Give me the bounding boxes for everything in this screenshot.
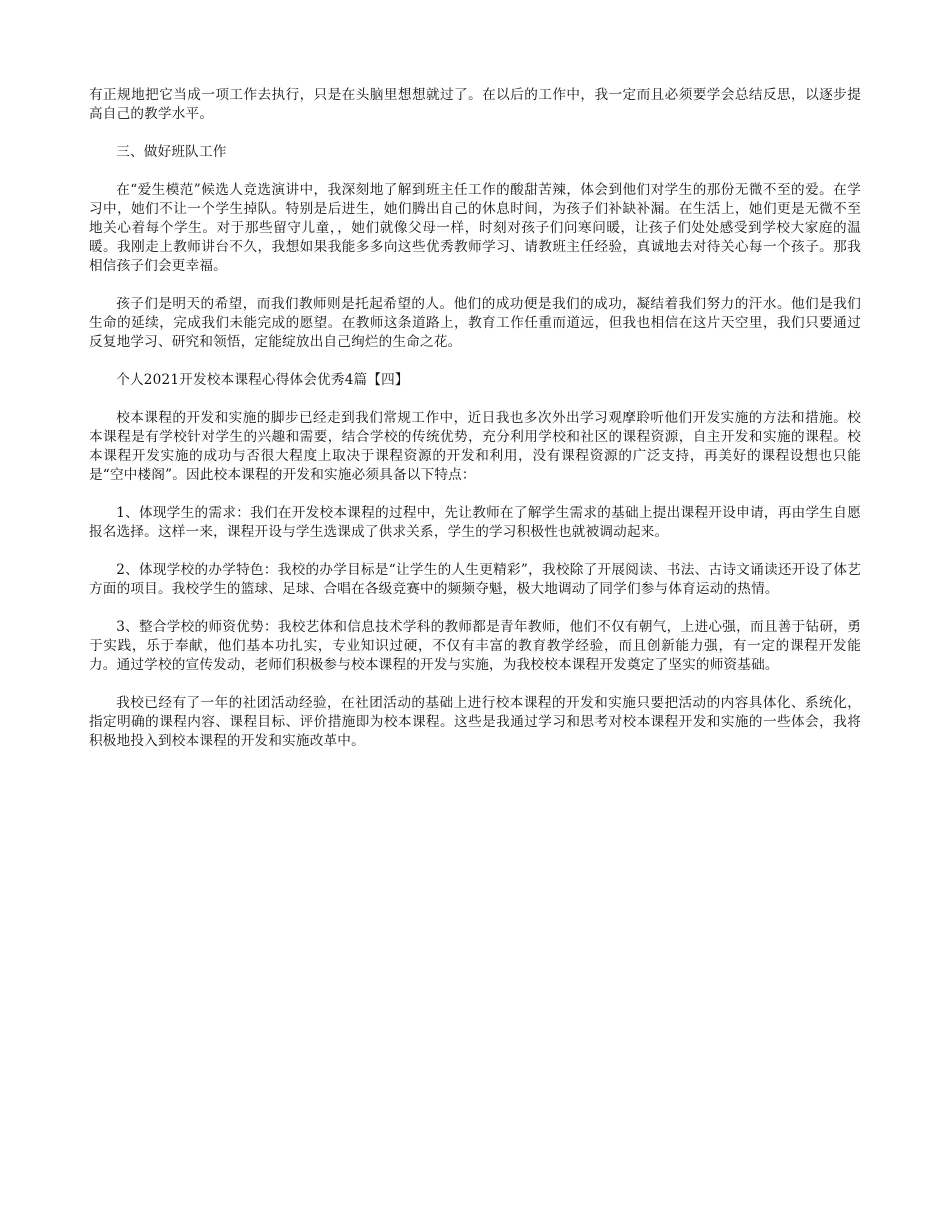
paragraph-point-teacher-strength: 3、整合学校的师资优势：我校艺体和信息技术学科的教师都是青年教师，他们不仅有朝气，上进心强，而且善于钻研，勇于实践，乐于奉献，他们基本功扎实，专业知识过硬，不仅有丰富的教育教学经验，而且创新能力强，有一定的课程开发能力。通过学校的宣传发动，老师们积极参与校本课程的开发与实施，为我校校本课程开发奠定了坚实的师资基础。	[89, 619, 861, 673]
paragraph-model-teachers: 在“爱生模范”候选人竞选演讲中，我深刻地了解到班主任工作的酸甜苦辣，体会到他们对学生的那份无微不至的爱。在学习中，她们不让一个学生掉队。特别是后进生，她们腾出自己的休息时间，为孩子们补缺补漏。在生活上，她们更是无微不至地关心着每个学生。对于那些留守儿童，，她们就像父母一样，时刻对孩子们问寒问暖，让孩子们处处感受到学校大家庭的温暖。我刚走上教师讲台不久，我想如果我能多多向这些优秀教师学习、请教班主任经验，真诚地去对待关心每一个孩子。那我相信孩子们会更幸福。	[89, 182, 861, 274]
section-heading-class-team-work: 三、做好班队工作	[116, 144, 227, 160]
paragraph-children-hope: 孩子们是明天的希望，而我们教师则是托起希望的人。他们的成功便是我们的成功，凝结着我们努力的汗水。他们是我们生命的延续，完成我们未能完成的愿望。在教师这条道路上，教育工作任重而道远，但我也相信在这片天空里，我们只要通过反复地学习、研究和领悟，定能绽放出自己绚烂的生命之花。	[89, 296, 861, 350]
paragraph-point-student-needs: 1、体现学生的需求：我们在开发校本课程的过程中，先让教师在了解学生需求的基础上提出课程开设申请，再由学生自愿报名选择。这样一来，课程开设与学生选课成了供求关系，学生的学习积极性也就被调动起来。	[89, 505, 861, 540]
paragraph-school-curriculum-intro: 校本课程的开发和实施的脚步已经走到我们常规工作中，近日我也多次外出学习观摩聆听他们开发实施的方法和措施。校本课程是有学校针对学生的兴趣和需要，结合学校的传统优势，充分利用学校和社区的课程资源，自主开发和实施的课程。校本课程开发实施的成功与否很大程度上取决于课程资源的开发和利用，没有课程资源的广泛支持，再美好的课程设想也只能是“空中楼阁”。因此校本课程的开发和实施必须具备以下特点：	[89, 410, 861, 483]
paragraph-point-school-features: 2、体现学校的办学特色：我校的办学目标是“让学生的人生更精彩”，我校除了开展阅读、书法、古诗文诵读还开设了体艺方面的项目。我校学生的篮球、足球、合唱在各级竞赛中的频频夺魁，极大地调动了同学们参与体育运动的热情。	[89, 562, 861, 597]
document-body	[89, 86, 861, 770]
paragraph-continuation: 有正规地把它当成一项工作去执行，只是在头脑里想想就过了。在以后的工作中，我一定而且必须要学会总结反思，以逐步提高自己的教学水平。	[89, 87, 861, 122]
article-title-part-four: 个人2021开发校本课程心得体会优秀4篇【四】	[116, 372, 409, 388]
paragraph-conclusion: 我校已经有了一年的社团活动经验，在社团活动的基础上进行校本课程的开发和实施只要把活动的内容具体化、系统化，指定明确的课程内容、课程目标、评价措施即为校本课程。这些是我通过学习和思考对校本课程开发和实施的一些体会，我将积极地投入到校本课程的开发和实施改革中。	[89, 695, 861, 749]
